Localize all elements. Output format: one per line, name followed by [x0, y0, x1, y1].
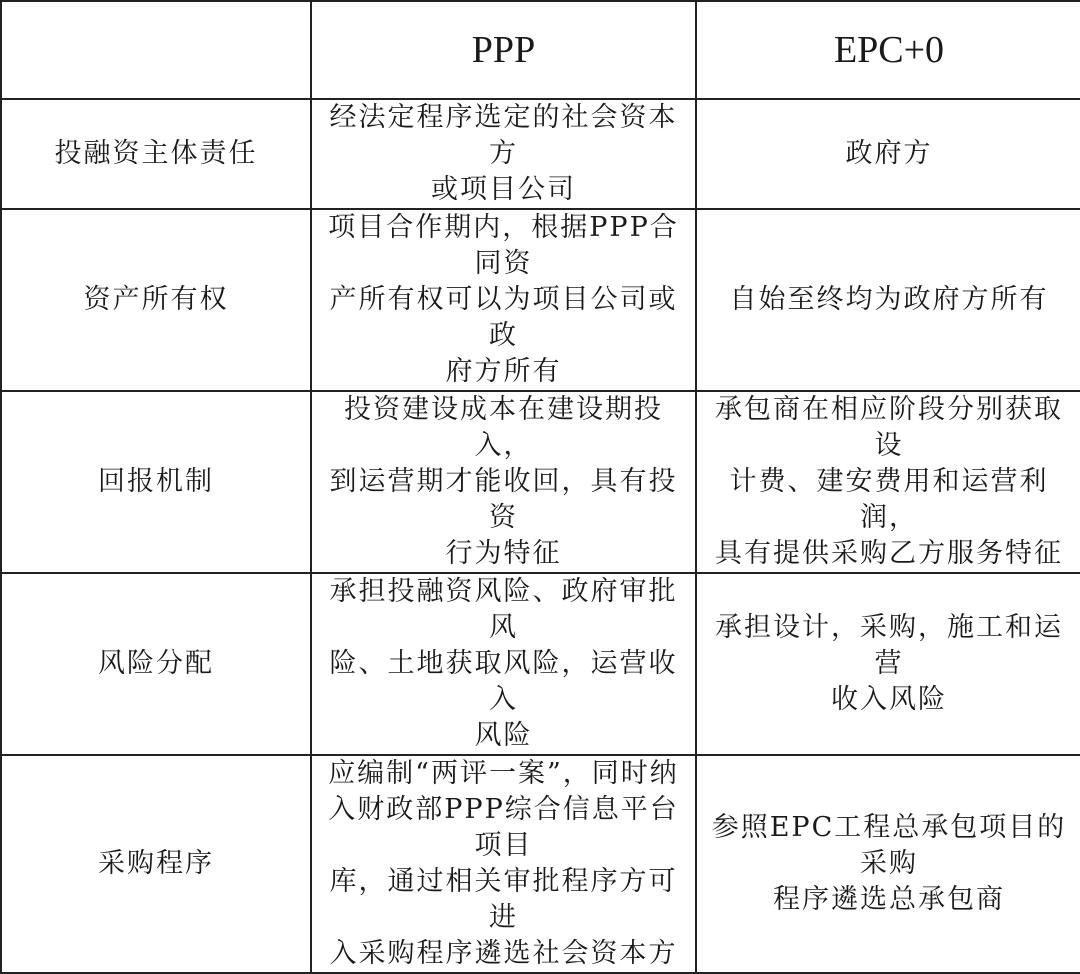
table-row: [1, 573, 1080, 755]
cell-line: 险、土地获取风险，运营收入: [329, 648, 678, 715]
cell-line: 收入风险: [831, 684, 947, 715]
header-epc: EPC+0: [696, 1, 1080, 99]
cell-line: 投资建设成本在建设期投入，: [344, 394, 663, 461]
cell-line: 具有提供采购乙方服务特征: [715, 538, 1063, 569]
cell-line: 承担设计，采购，施工和运营: [715, 612, 1063, 679]
header-row: [1, 1, 1080, 99]
ppp-cell: [311, 391, 696, 573]
cell-line: 承担投融资风险、政府审批风: [329, 576, 678, 643]
table-row: [1, 99, 1080, 209]
ppp-cell: [311, 573, 696, 755]
row-label: 采购程序: [1, 755, 311, 973]
cell-line: 或项目公司: [431, 174, 576, 205]
table-row: [1, 209, 1080, 391]
row-label: 投融资主体责任: [1, 99, 311, 209]
table-row: [1, 391, 1080, 573]
epc-cell: [696, 573, 1080, 755]
cell-line: 参照EPC工程总承包项目的采购: [711, 812, 1067, 879]
cell-line: 计费、建安费用和运营利润，: [729, 466, 1049, 533]
epc-cell: [696, 755, 1080, 973]
ppp-cell: [311, 755, 696, 973]
cell-line: 自始至终均为政府方所有: [729, 284, 1049, 315]
cell-line: 经法定程序选定的社会资本方: [329, 102, 678, 169]
cell-line: 产所有权可以为项目公司或政: [329, 284, 678, 351]
cell-line: 到运营期才能收回，具有投资: [329, 466, 678, 533]
row-label: 风险分配: [1, 573, 311, 755]
cell-line: 承包商在相应阶段分别获取设: [715, 394, 1063, 461]
row-label: 回报机制: [1, 391, 311, 573]
header-corner-cell: [1, 1, 311, 99]
epc-cell: [696, 391, 1080, 573]
cell-line: 入采购程序遴选社会资本方: [329, 938, 678, 969]
epc-cell: [696, 99, 1080, 209]
epc-cell: [696, 209, 1080, 391]
cell-line: 政府方: [845, 138, 933, 169]
cell-line: 库，通过相关审批程序方可进: [329, 866, 678, 933]
cell-line: 程序遴选总承包商: [773, 884, 1005, 915]
ppp-cell: [311, 99, 696, 209]
cell-line: 行为特征: [445, 538, 562, 569]
ppp-cell: [311, 209, 696, 391]
row-label: 资产所有权: [1, 209, 311, 391]
header-ppp: PPP: [311, 1, 696, 99]
cell-line: 应编制“两评一案”，同时纳: [328, 758, 679, 789]
cell-line: 风险: [474, 720, 533, 751]
cell-line: 府方所有: [445, 356, 562, 387]
cell-line: 项目合作期内，根据PPP合同资: [328, 212, 679, 279]
table-row: [1, 755, 1080, 973]
cell-line: 入财政部PPP综合信息平台项目: [328, 794, 679, 861]
